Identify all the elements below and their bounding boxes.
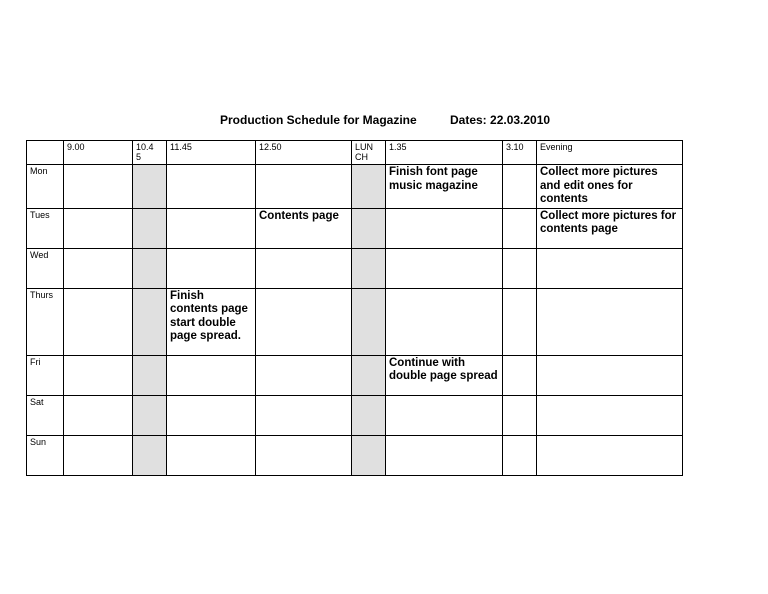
schedule-cell	[503, 165, 537, 209]
schedule-cell	[167, 288, 256, 355]
column-header	[537, 141, 683, 165]
table-row	[27, 355, 683, 395]
schedule-cell	[64, 395, 133, 435]
day-label-cell	[27, 355, 64, 395]
column-header-label: 1.35	[389, 142, 407, 152]
schedule-cell	[133, 165, 167, 209]
schedule-cell	[503, 435, 537, 475]
cell-text: Collect more pictures for contents page	[540, 209, 677, 235]
schedule-cell	[386, 208, 503, 248]
schedule-title: Production Schedule for Magazine	[220, 113, 417, 127]
schedule-cell	[256, 435, 352, 475]
schedule-cell	[64, 165, 133, 209]
schedule-cell	[133, 288, 167, 355]
schedule-cell	[537, 288, 683, 355]
schedule-cell	[64, 355, 133, 395]
schedule-cell	[167, 435, 256, 475]
cell-text: Continue with double page spread	[389, 356, 498, 382]
table-row	[27, 435, 683, 475]
schedule-cell	[386, 288, 503, 355]
column-header-label: 3.10	[506, 142, 524, 152]
schedule-cell	[167, 208, 256, 248]
cell-text: Finish contents page start double page spread.	[170, 289, 248, 342]
schedule-cell	[64, 435, 133, 475]
column-header	[133, 141, 167, 165]
schedule-table	[26, 140, 683, 476]
day-label-cell	[27, 395, 64, 435]
schedule-cell	[537, 435, 683, 475]
column-header-label: LUN CH	[355, 142, 374, 162]
day-label: Sun	[30, 436, 47, 447]
schedule-cell	[256, 248, 352, 288]
day-label-cell	[27, 248, 64, 288]
day-label-cell	[27, 435, 64, 475]
column-header	[27, 141, 64, 165]
cell-text: Contents page	[259, 209, 339, 222]
table-row	[27, 208, 683, 248]
table-row	[27, 248, 683, 288]
schedule-cell	[256, 208, 352, 248]
schedule-cell	[537, 208, 683, 248]
schedule-cell	[503, 355, 537, 395]
schedule-cell	[537, 165, 683, 209]
schedule-cell	[167, 355, 256, 395]
column-header-label: 12.50	[259, 142, 282, 152]
schedule-cell	[64, 208, 133, 248]
day-label: Sat	[30, 396, 44, 407]
header-row	[27, 141, 683, 165]
schedule-cell	[256, 395, 352, 435]
schedule-cell	[133, 355, 167, 395]
table-row	[27, 288, 683, 355]
schedule-cell	[167, 165, 256, 209]
day-label: Mon	[30, 166, 48, 176]
schedule-cell	[386, 355, 503, 395]
column-header-label: 9.00	[67, 142, 85, 152]
column-header	[352, 141, 386, 165]
schedule-cell	[503, 288, 537, 355]
schedule-cell	[256, 165, 352, 209]
column-header	[167, 141, 256, 165]
schedule-cell	[352, 288, 386, 355]
day-label: Thurs	[30, 289, 54, 300]
schedule-cell	[167, 395, 256, 435]
day-label-cell	[27, 208, 64, 248]
schedule-cell	[352, 208, 386, 248]
schedule-cell	[133, 248, 167, 288]
column-header	[64, 141, 133, 165]
schedule-cell	[256, 288, 352, 355]
schedule-cell	[386, 165, 503, 209]
schedule-cell	[133, 395, 167, 435]
day-label: Wed	[30, 249, 49, 260]
schedule-cell	[503, 208, 537, 248]
schedule-cell	[537, 248, 683, 288]
schedule-cell	[352, 395, 386, 435]
column-header	[256, 141, 352, 165]
schedule-cell	[352, 435, 386, 475]
day-label: Fri	[30, 356, 41, 367]
schedule-cell	[386, 248, 503, 288]
column-header-label: 11.45	[170, 142, 192, 152]
schedule-cell	[167, 248, 256, 288]
schedule-cell	[537, 355, 683, 395]
schedule-cell	[503, 248, 537, 288]
schedule-cell	[64, 288, 133, 355]
schedule-cell	[537, 395, 683, 435]
schedule-cell	[503, 395, 537, 435]
schedule-cell	[386, 395, 503, 435]
schedule-cell	[256, 355, 352, 395]
schedule-cell	[352, 248, 386, 288]
column-header-label: 10.4 5	[136, 142, 154, 162]
day-label-cell	[27, 288, 64, 355]
schedule-cell	[133, 208, 167, 248]
table-row	[27, 395, 683, 435]
schedule-cell	[352, 165, 386, 209]
column-header	[503, 141, 537, 165]
column-header-label: Evening	[540, 142, 573, 152]
table-row	[27, 165, 683, 209]
day-label: Tues	[30, 209, 50, 220]
cell-text: Finish font page music magazine	[389, 166, 478, 192]
column-header	[386, 141, 503, 165]
schedule-cell	[64, 248, 133, 288]
schedule-cell	[352, 355, 386, 395]
schedule-dates: Dates: 22.03.2010	[450, 113, 551, 127]
schedule-cell	[133, 435, 167, 475]
day-label-cell	[27, 165, 64, 209]
cell-text: Collect more pictures and edit ones for contents	[540, 166, 658, 205]
schedule-cell	[386, 435, 503, 475]
